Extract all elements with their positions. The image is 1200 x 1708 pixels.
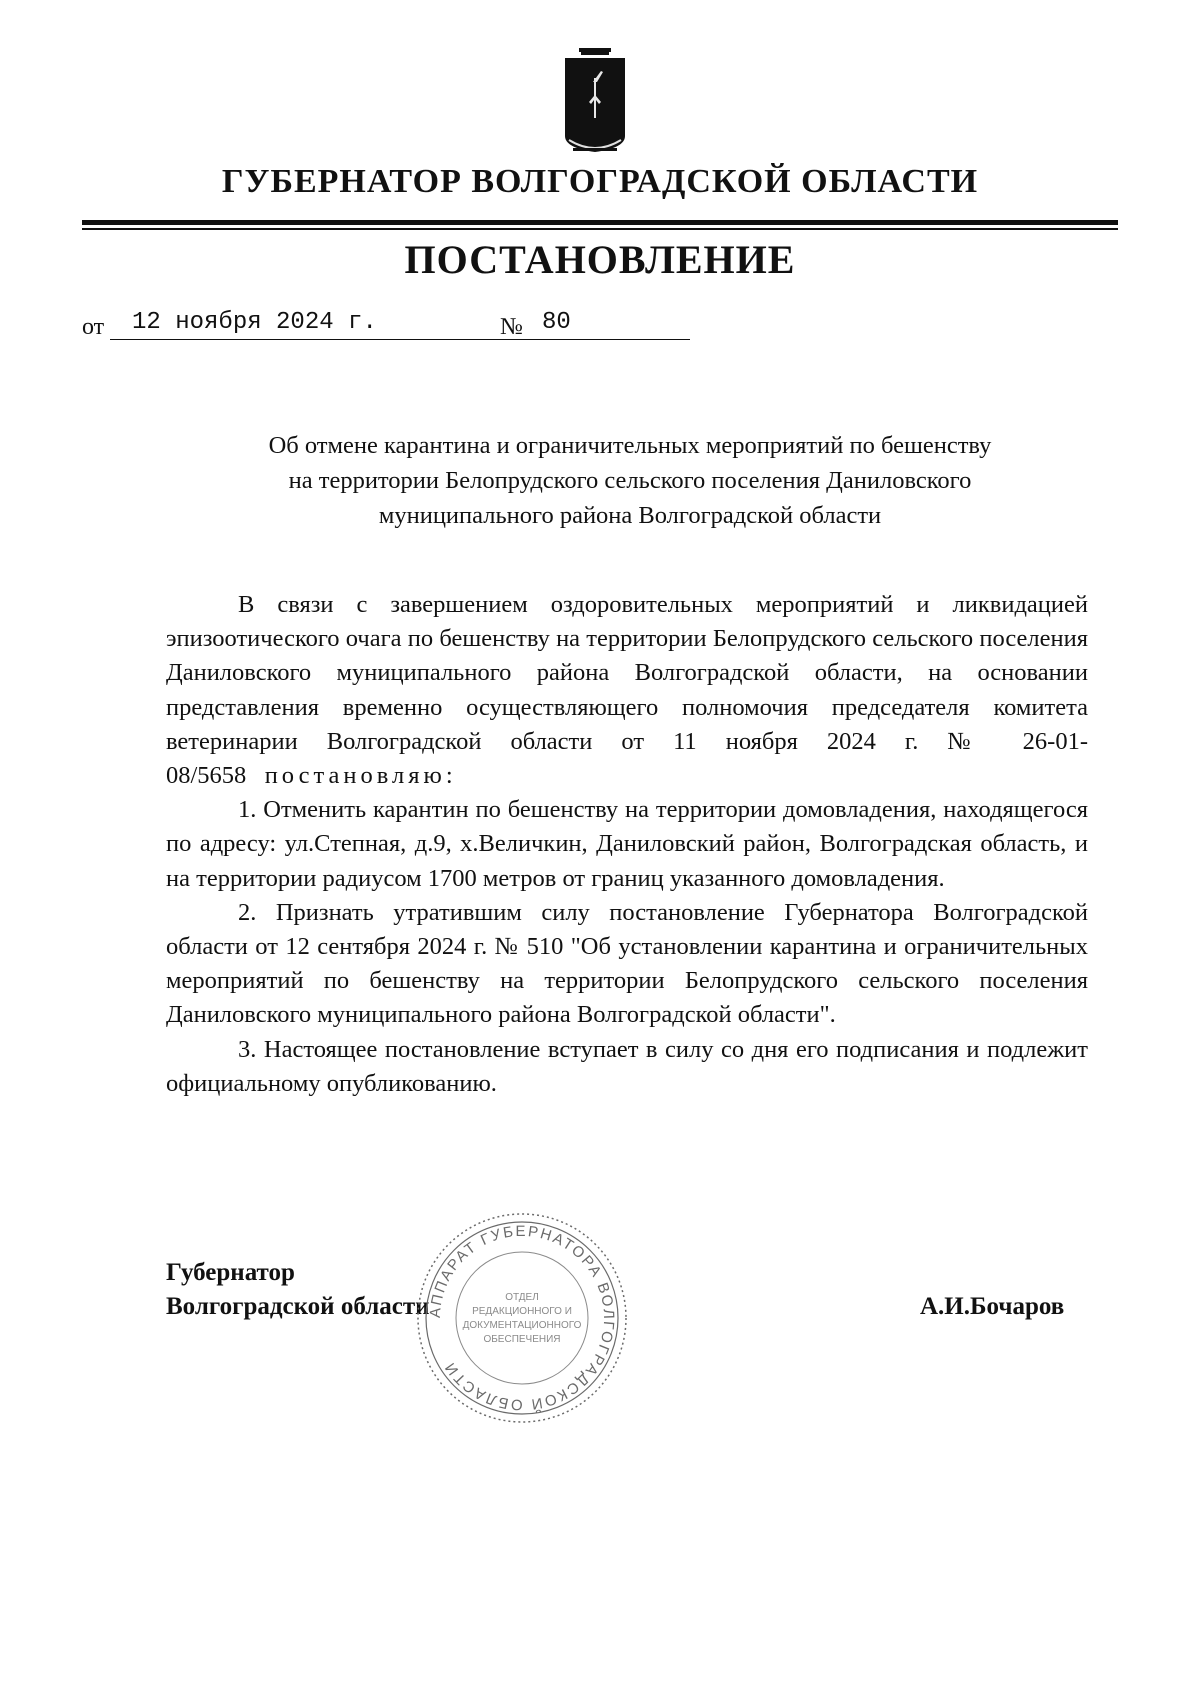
seal-inner-line: ДОКУМЕНТАЦИОННОГО — [462, 1320, 582, 1331]
header-divider-thick — [82, 220, 1118, 225]
decree-item-1: 1. Отменить карантин по бешенству на территории домовладения, находящегося по адресу: ул.Степная, д.9, х.Величкин, Даниловский район, Волгоградская область, и на территории радиусом 1700 метров от границ указанного домовладения. — [166, 796, 1088, 892]
official-seal-icon — [412, 1208, 632, 1428]
signatory-name: А.И.Бочаров — [920, 1293, 1065, 1320]
seal-inner-line: ОТДЕЛ — [505, 1292, 539, 1303]
decree-word: постановляю: — [264, 762, 457, 790]
seal-inner-line: РЕДАКЦИОННОГО И — [472, 1306, 572, 1317]
org-title: ГУБЕРНАТОР ВОЛГОГРАДСКОЙ ОБЛАСТИ — [221, 163, 979, 200]
document-number: 80 — [530, 306, 690, 340]
signatory-title — [166, 1256, 430, 1324]
document-subject — [180, 428, 1080, 533]
document-date: 12 ноября 2024 г. — [110, 306, 570, 340]
number-label: № — [500, 314, 523, 340]
date-prefix: от — [82, 314, 105, 340]
document-type: ПОСТАНОВЛЕНИЕ — [404, 237, 796, 282]
decree-item-3: 3. Настоящее постановление вступает в силу со дня его подписания и подлежит официальному опубликованию. — [166, 1035, 1088, 1097]
signatory-title-line: Губернатор — [166, 1259, 295, 1286]
seal-inner-line: ОБЕСПЕЧЕНИЯ — [483, 1334, 561, 1345]
coat-of-arms-icon — [563, 48, 627, 156]
seal-outer-text: АППАРАТ ГУБЕРНАТОРА ВОЛГОГРАДСКОЙ ОБЛАСТИ — [426, 1222, 618, 1414]
intro-paragraph — [166, 588, 1088, 793]
decree-item-2: 2. Признать утратившим силу постановление Губернатора Волгоградской области от 12 сентября 2024 г. № 510 "Об установлении карантина и ограничительных мероприятий по бешенству на территории Белопрудского сельского поселения Даниловского муниципального района Волгоградской области". — [166, 898, 1088, 1029]
header-divider-thin — [82, 228, 1118, 230]
signatory-title-line: Волгоградской области — [166, 1293, 430, 1320]
subject-line: муниципального района Волгоградской области — [378, 502, 882, 529]
intro-text: В связи с завершением оздоровительных мероприятий и ликвидацией эпизоотического очага по бешенству на территории Белопрудского сельского поселения Даниловского муниципального района Волгоградской области, на основании представления временно осуществляющего полномочия председателя комитета ветеринарии Волгоградской области от 11 ноября 2024 г. № 26-01-08/5658 — [166, 591, 1088, 790]
subject-line: на территории Белопрудского сельского поселения Даниловского — [288, 467, 972, 494]
subject-line: Об отмене карантина и ограничительных мероприятий по бешенству — [268, 432, 992, 459]
document-body — [166, 588, 1088, 1101]
